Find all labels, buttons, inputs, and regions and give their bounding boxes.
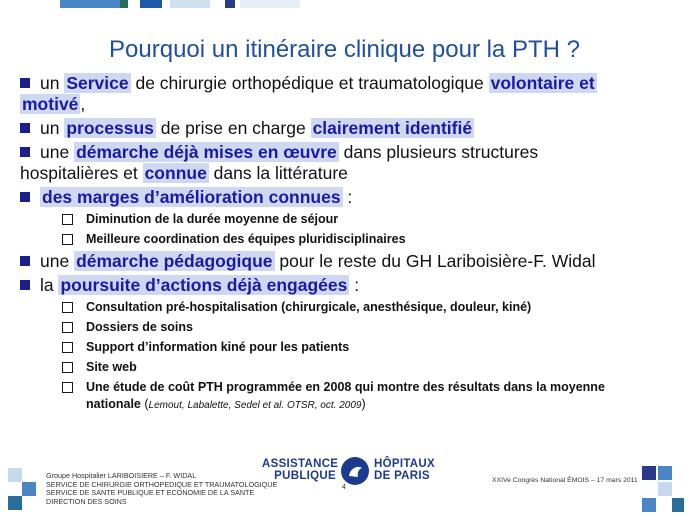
bullet-item [20,251,680,272]
text: : [349,275,360,295]
text: un [40,73,65,93]
top-decorative-bar [0,0,689,8]
checkbox-bullet-icon [62,302,73,313]
text: hospitalières et [20,163,143,183]
square-bullet-icon [20,123,30,133]
sub-item [62,211,680,228]
square-bullet-icon [20,280,30,290]
text: dans la littérature [208,163,348,183]
reference-citation: Lemout, Labalette, Sedel et al. OTSR, oct. 2009 [148,400,362,411]
footer-institution: Groupe Hospitalier LARIBOISIERE – F. WIDAL SERVICE DE CHIRURGIE ORTHOPEDIQUE ET TRAUMATOLOGIQUE SERVICE DE SANTE PUBLIQUE ET ECONOMIE DE LA SANTE DIRECTION DES SOINS [46,471,278,506]
bullet-item [20,73,680,94]
bullet-item [20,118,680,139]
sub-item-text: Support d’information kiné pour les patients [86,340,350,354]
square-bullet-icon [20,256,30,266]
text: un [40,118,65,138]
highlighted-text: démarche pédagogique [76,251,273,271]
highlighted-text: clairement identifié [312,118,473,138]
sub-item-cost-study: Une étude de coût PTH programmée en 2008 qui montre des résultats dans la moyenne nationale (Lemout, Labalette, Sedel et al. OTSR, oct. 2009) [62,379,680,414]
square-bullet-icon [20,78,30,88]
bullet-item [20,142,680,163]
text: : [342,187,353,207]
bullet-item [20,94,680,115]
sub-item [62,299,680,316]
slide-title: Pourquoi un itinéraire clinique pour la PTH ? [109,36,580,63]
highlighted-text: démarche déjà mises en œuvre [76,142,337,162]
sub-item [62,319,680,336]
text: une [40,142,75,162]
square-bullet-icon [20,147,30,157]
checkbox-bullet-icon [62,342,73,353]
slide-content [20,73,680,417]
bullet-item [20,163,680,184]
sub-item [62,231,680,248]
ap-hp-emblem-icon [340,456,370,486]
text: la [40,275,59,295]
highlighted-text: des marges d’amélioration connues [42,187,341,207]
highlighted-text: connue [144,163,207,183]
text: de prise en charge [155,118,311,138]
text: de chirurgie orthopédique et traumatologique [130,73,489,93]
sub-item-text: Meilleure coordination des équipes pluridisciplinaires [86,232,406,246]
highlighted-text: Service [66,73,129,93]
highlighted-text: volontaire et [490,73,595,93]
bullet-item [20,275,680,296]
footer-congress: XXIVe Congrès National ÉMOIS – 17 mars 2011 [492,477,638,484]
highlighted-text: motivé [22,94,79,114]
checkbox-bullet-icon [62,362,73,373]
sub-item [62,339,680,356]
sub-item-text: Consultation pré-hospitalisation (chirurgicale, anesthésique, douleur, kiné) [86,300,532,314]
sub-item-text: Une étude de coût PTH programmée en 2008 qui montre des résultats dans la moyenne [86,380,605,394]
footer-decoration-left [8,468,38,519]
sub-item-text: Site web [86,360,137,374]
sub-item [62,359,680,376]
checkbox-bullet-icon [62,234,73,245]
bullet-item [20,187,680,208]
text: pour le reste du GH Lariboisière-F. Widal [274,251,596,271]
text: une [40,251,75,271]
highlighted-text: poursuite d’actions déjà engagées [60,275,348,295]
checkbox-bullet-icon [62,322,73,333]
sub-item-text: Diminution de la durée moyenne de séjour [86,212,339,226]
page-number: 4 [342,484,346,491]
checkbox-bullet-icon [62,214,73,225]
square-bullet-icon [20,192,30,202]
sub-item-text-cont: nationale [86,397,141,411]
text: dans plusieurs structures [338,142,539,162]
highlighted-text: processus [66,118,154,138]
footer-decoration-right [640,466,686,517]
sub-item-text: Dossiers de soins [86,320,193,334]
ap-hp-logo: ASSISTANCE PUBLIQUE HÔPITAUX DE PARIS [262,456,452,500]
text: , [80,94,86,114]
checkbox-bullet-icon [62,382,73,393]
